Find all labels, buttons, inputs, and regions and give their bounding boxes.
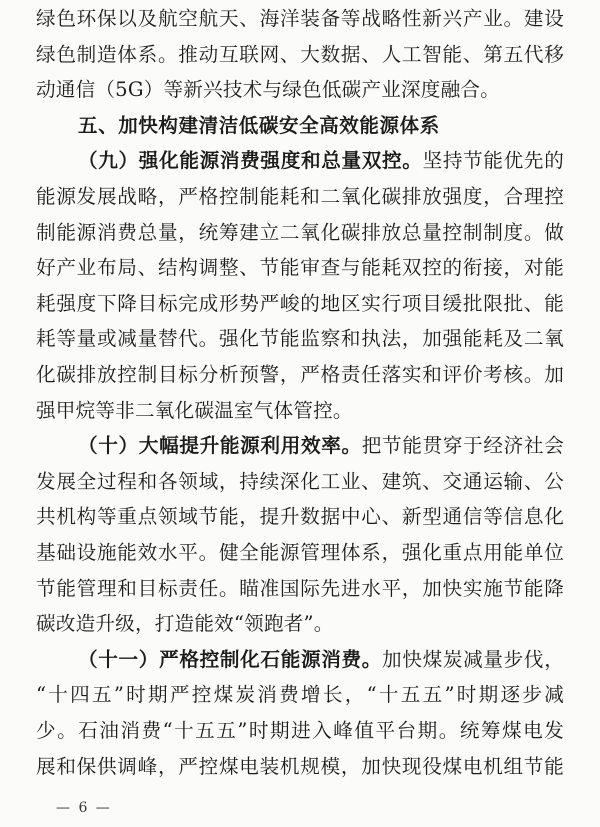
text-line: 绿色制造体系。推动互联网、大数据、人工智能、第五代移 [36, 43, 564, 66]
text-line: 耗强度下降目标完成形势严峻的地区实行项目缓批限批、能 [36, 292, 564, 315]
text-line: 化碳排放控制目标分析预警，严格责任落实和评价考核。加 [36, 363, 564, 386]
paragraph-first-line [78, 647, 564, 673]
text-line: 节能管理和目标责任。瞄准国际先进水平，加快实施节能降 [36, 577, 564, 600]
text-line: “十四五”时期严控煤炭消费增长，“十五五”时期逐步减 [36, 683, 564, 706]
section-heading: 五、加快构建清洁低碳安全高效能源体系 [78, 114, 440, 137]
text-line: 动通信（5G）等新兴技术与绿色低碳产业深度融合。 [36, 78, 500, 101]
text-line: 绿色环保以及航空航天、海洋装备等战略性新兴产业。建设 [36, 7, 564, 30]
text-line: 好产业布局、结构调整、节能审查与能耗双控的衔接，对能 [36, 256, 564, 279]
text-line: 碳改造升级，打造能效“领跑者”。 [36, 612, 334, 635]
page-number: — 6 — [56, 800, 112, 816]
text-line: 展和保供调峰，严控煤电装机规模，加快现役煤电机组节能 [36, 755, 564, 778]
text-line: 少。石油消费“十五五”时期进入峰值平台期。统筹煤电发 [36, 719, 564, 742]
paragraph-title: （九）强化能源消费强度和总量双控。 [78, 149, 423, 172]
text-line: 强甲烷等非二氧化碳温室气体管控。 [36, 399, 353, 422]
text-line: 基础设施能效水平。健全能源管理体系，强化重点用能单位 [36, 541, 564, 564]
text-line: 发展全过程和各领域，持续深化工业、建筑、交通运输、公 [36, 470, 564, 493]
text-line: 共机构等重点领域节能，提升数据中心、新型通信等信息化 [36, 505, 564, 528]
paragraph-title: （十一）严格控制化石能源消费。 [78, 648, 383, 671]
paragraph-title: （十）大幅提升能源利用效率。 [78, 434, 362, 457]
paragraph-first-line [78, 433, 564, 459]
paragraph-text: 加快煤炭减量步伐， [382, 648, 564, 671]
text-line: 耗等量或减量替代。强化节能监察和执法，加强能耗及二氧 [36, 327, 564, 350]
text-line: 制能源消费总量，统筹建立二氧化碳排放总量控制制度。做 [36, 221, 564, 244]
paragraph-first-line [78, 148, 564, 174]
paragraph-text: 坚持节能优先的 [422, 149, 564, 172]
text-line: 能源发展战略，严格控制能耗和二氧化碳排放强度，合理控 [36, 185, 564, 208]
paragraph-text: 把节能贯穿于经济社会 [361, 434, 564, 457]
